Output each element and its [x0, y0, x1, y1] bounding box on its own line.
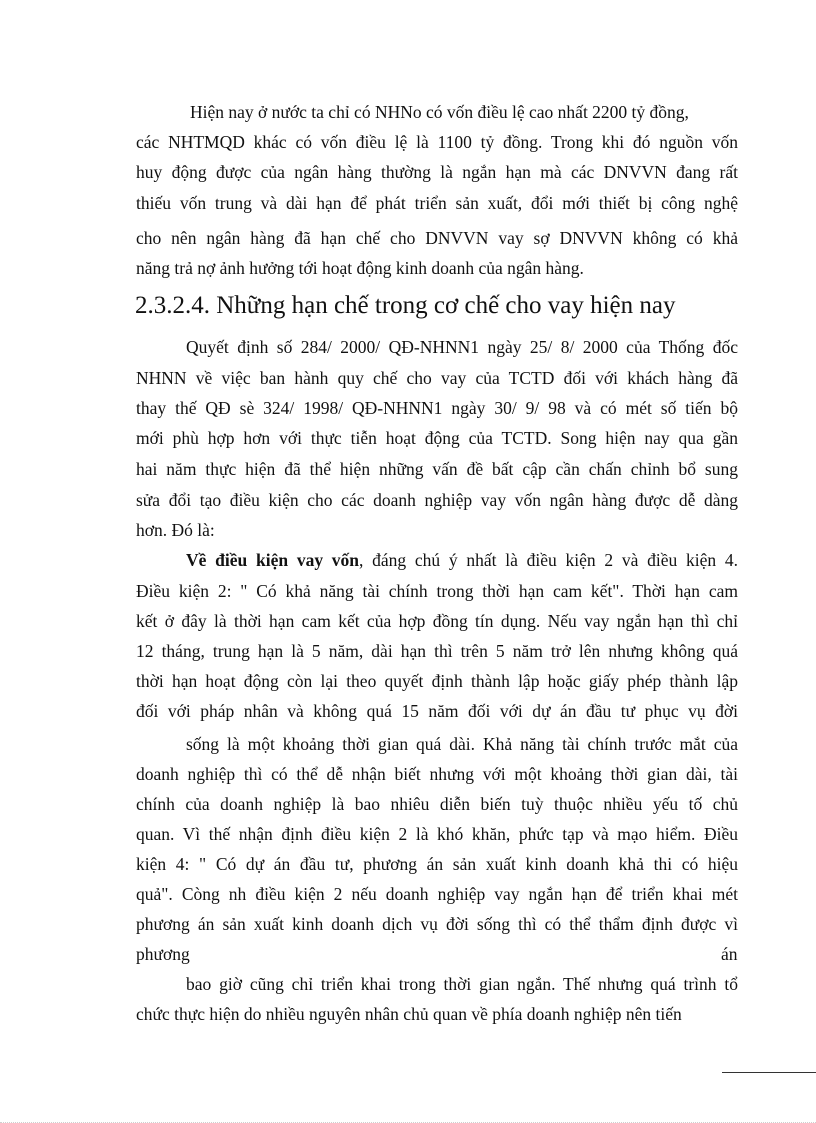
footnote-rule [722, 1072, 816, 1073]
text-line: đối với pháp nhân và không quá 15 năm đối với dự án đầu tư phục vụ đời [136, 701, 738, 721]
text-line: doanh nghiệp thì có thể dễ nhận biết nhưng với một khoảng thời gian dài, tài [136, 764, 738, 784]
text-line: huy động được của ngân hàng thường là ngắn hạn mà các DNVVN đang rất [136, 162, 738, 182]
text-line: quả". Còng nh điều kiện 2 nếu doanh nghiệp vay ngắn hạn để triển khai mét [136, 884, 738, 904]
section-heading: 2.3.2.4. Những hạn chế trong cơ chế cho vay hiện nay [135, 292, 676, 319]
text-line: kiện 4: " Có dự án đầu tư, phương án sản xuất kinh doanh khả thi có hiệu [136, 854, 738, 874]
text-line: Hiện nay ở nước ta chỉ có NHNo có vốn điều lệ cao nhất 2200 tỷ đồng, [190, 102, 689, 122]
text-line: phương [136, 944, 190, 964]
text-line: án [721, 944, 738, 964]
text-line [186, 549, 738, 571]
text-line: quan. Vì thế nhận định điều kiện 2 là khó khăn, phức tạp và mạo hiểm. Điều [136, 824, 738, 844]
text-line: bao giờ cũng chỉ triển khai trong thời gian ngắn. Thế nhưng quá trình tổ [186, 974, 738, 994]
text-line: phương án sản xuất kinh doanh dịch vụ đời sống thì có thể thẩm định được vì [136, 914, 738, 934]
text-line: năng trả nợ ảnh hưởng tới hoạt động kinh doanh của ngân hàng. [136, 258, 584, 278]
text-line: 12 tháng, trung hạn là 5 năm, dài hạn thì trên 5 năm trở lên nhưng không quá [136, 641, 738, 661]
text-line: sống là một khoảng thời gian quá dài. Khả năng tài chính trước mắt của [186, 734, 738, 754]
text-line: Quyết định số 284/ 2000/ QĐ-NHNN1 ngày 25/ 8/ 2000 của Thống đốc [186, 337, 738, 357]
text-line: chính của doanh nghiệp là bao nhiêu diễn biến tuỳ thuộc nhiều yếu tố chủ [136, 794, 738, 814]
text-line: thời hạn hoạt động còn lại theo quyết định thành lập hoặc giấy phép thành lập [136, 671, 738, 691]
text-line: Điều kiện 2: " Có khả năng tài chính trong thời hạn cam kết". Thời hạn cam [136, 581, 738, 601]
text-line: cho nên ngân hàng đã hạn chế cho DNVVN vay sợ DNVVN không có khả [136, 228, 738, 248]
text-line: hơn. Đó là: [136, 520, 215, 540]
text-line: thiếu vốn trung và dài hạn để phát triển sản xuất, đổi mới thiết bị công nghệ [136, 193, 738, 213]
text-line: các NHTMQD khác có vốn điều lệ là 1100 tỷ đồng. Trong khi đó nguồn vốn [136, 132, 738, 152]
bold-lead: Về điều kiện vay vốn [186, 550, 360, 570]
text-line: thay thế QĐ sè 324/ 1998/ QĐ-NHNN1 ngày 30/ 9/ 98 và có mét số tiến bộ [136, 398, 738, 418]
text-span: , đáng chú ý nhất là điều kiện 2 và điều kiện 4. [359, 550, 738, 570]
text-line: NHNN về việc ban hành quy chế cho vay của TCTD đối với khách hàng đã [136, 368, 738, 388]
text-line: chức thực hiện do nhiều nguyên nhân chủ quan về phía doanh nghiệp nên tiến [136, 1004, 682, 1024]
text-line: hai năm thực hiện đã thể hiện những vấn đề bất cập cần chấn chỉnh bổ sung [136, 459, 738, 479]
text-line: sửa đổi tạo điều kiện cho các doanh nghiệp vay vốn ngân hàng được dễ dàng [136, 490, 738, 510]
text-line: kết ở đây là thời hạn cam kết của hợp đồng tín dụng. Nếu vay ngắn hạn thì chỉ [136, 611, 738, 631]
text-line: mới phù hợp hơn với thực tiễn hoạt động của TCTD. Song hiện nay qua gần [136, 428, 738, 448]
